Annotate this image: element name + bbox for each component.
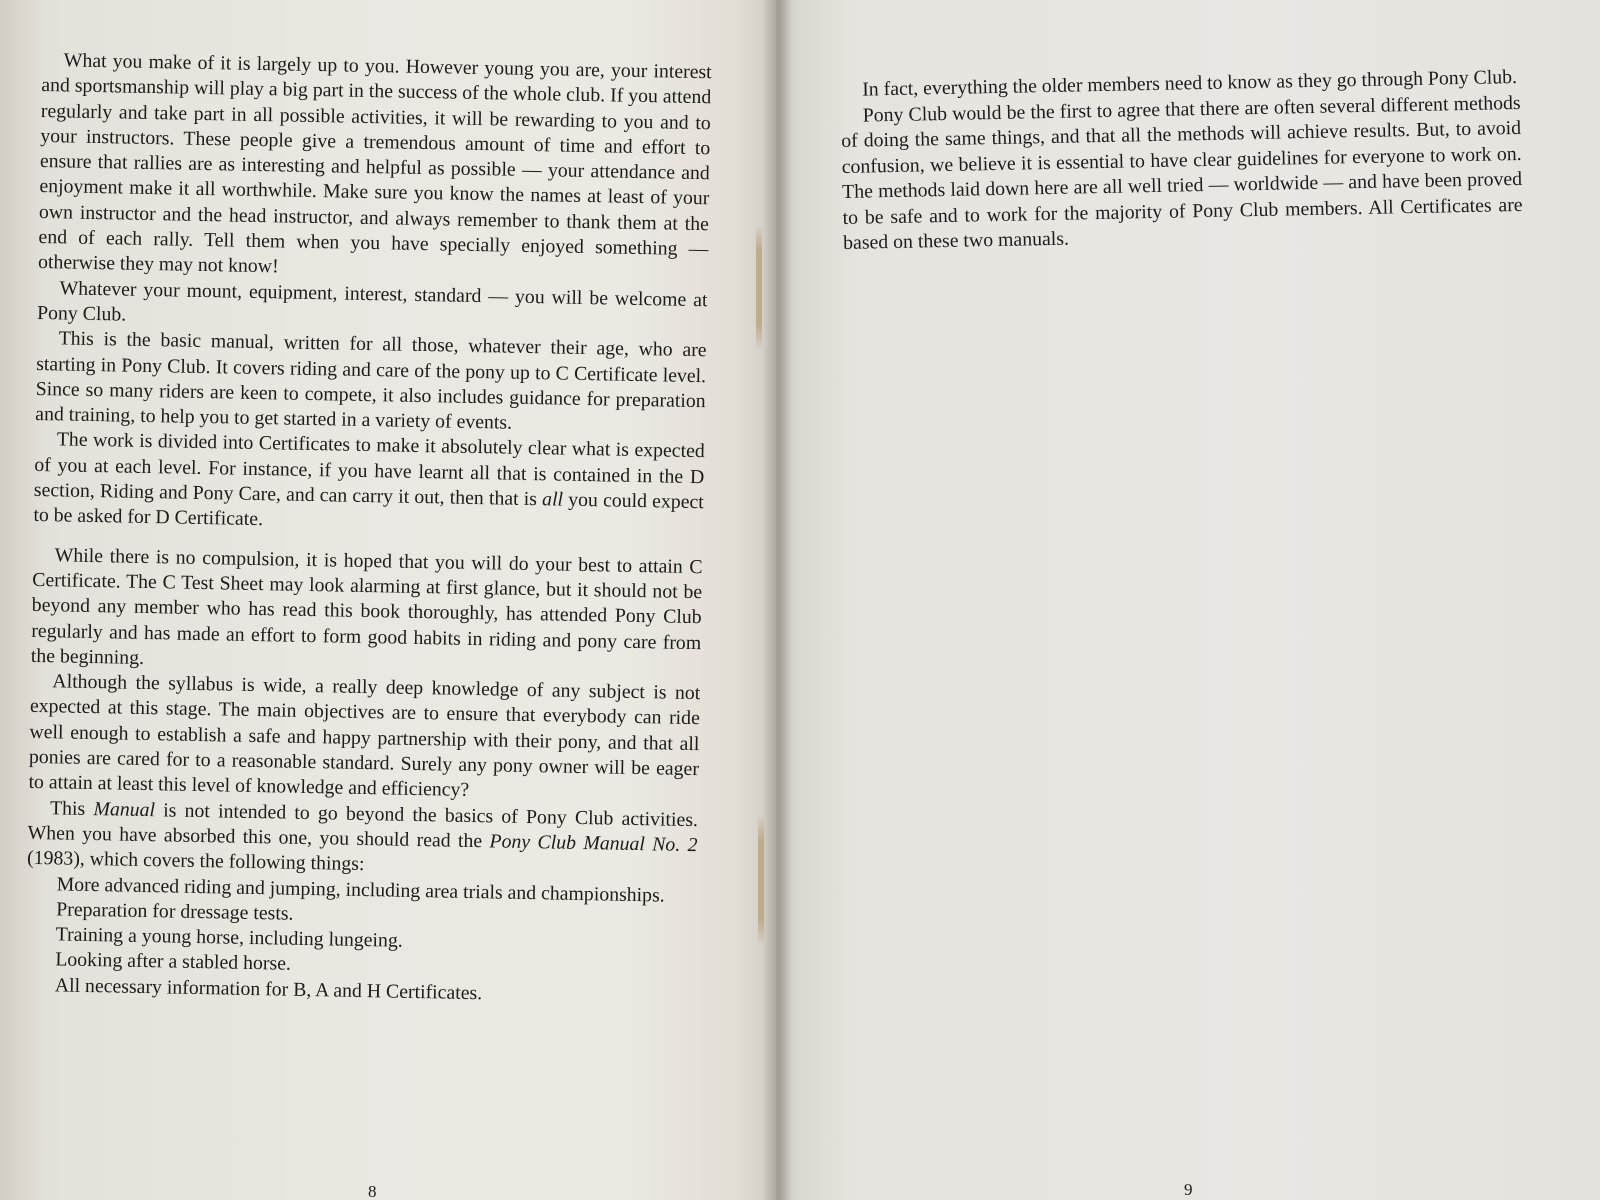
paragraph-text: is not intended to go beyond the basics of Pony Club activities. When you have absorbed this one, you should read the [27, 798, 699, 853]
page-number: 9 [1184, 1180, 1193, 1199]
book-gutter [762, 0, 792, 1200]
right-page-text [840, 65, 1523, 257]
left-page [0, 0, 776, 1200]
list-item: Training a young horse, including lungeing. [55, 923, 403, 952]
paragraph-text: you could expect to be asked for D Certificate. [33, 488, 704, 531]
paragraph: Whatever your mount, equipment, interest, standard — you will be welcome at Pony Club. [36, 277, 708, 326]
list-item: Looking after a stabled horse. [55, 948, 292, 976]
left-page-text [25, 48, 712, 1010]
paragraph: This is the basic manual, written for all those, whatever their age, who are starting in Pony Club. It covers riding and care of the pony up to C Certificate level. Since so many riders are keen to compete, it also includes guidance for preparation and training, to help you to get started in a variety of events. [35, 327, 707, 434]
paragraph: In fact, everything the older members need to know as they go through Pony Club. [862, 66, 1518, 101]
page-number: 8 [368, 1182, 377, 1200]
paragraph: Pony Club would be the first to agree that there are often several different methods of doing the same things, and that all the methods will achieve results. But, to avoid confusion, we believe it is essential to have clear guidelines for everyone to work on. The methods laid down here are all well tried — worldwide — and have been proved to be safe and to work for the majority of Pony Club members. All Certificates are based on these two manuals. [840, 91, 1523, 254]
list-item: Preparation for dressage tests. [56, 898, 294, 925]
right-page [776, 0, 1600, 1200]
list-item: All necessary information for B, A and H Certificates. [54, 974, 483, 1004]
paragraph-text: (1983), which covers the following things: [26, 847, 365, 876]
emphasis-text: all [541, 488, 564, 511]
emphasis-text: Pony Club Manual No. 2 [489, 830, 698, 857]
paragraph: Although the syllabus is wide, a really deep knowledge of any subject is not expected at this stage. The main objectives are to ensure that everybody can ride well enough to establish a safe and happy partnership with their pony, and that all ponies are cared for to a reasonable standard. Surely any pony owner will be eager to attain at least this level of knowledge and efficiency? [28, 670, 701, 802]
paragraph [33, 427, 705, 540]
manual-contents-list [25, 871, 697, 1010]
paragraph: What you make of it is largely up to you. However young you are, your interest and sportsmanship will play a big part in the success of the whole club. If you attend regularly and take part in all possible activities, it will be rewarding to you and to your instructors. These people give a tremendous amount of time and effort to ensure that rallies are as interesting and helpful as possible — your attendance and enjoyment make it all worthwhile. Make sure you know the names at least of your own instructor and the head instructor, and always remember to thank them at the end of each rally. Tell them when you have specially enjoyed something — otherwise they may not know! [37, 49, 712, 278]
paragraph-text: The work is divided into Certificates to make it absolutely clear what is expected of you at each level. For instance, if you have learnt all that is contained in the D section, Riding and Pony Care, and can carry it out, then that is [33, 428, 705, 511]
paragraph: While there is no compulsion, it is hoped that you will do your best to attain C Certificate. The C Test Sheet may look alarming at first glance, but it should not be beyond any member who has read this book thoroughly, has attended Pony Club regularly and has made an effort to form good habits in riding and pony care from the beginning. [30, 543, 703, 669]
emphasis-text: Manual [93, 797, 156, 821]
list-item: More advanced riding and jumping, including area trials and championships. [56, 872, 665, 907]
paragraph-text: This [49, 796, 94, 820]
paragraph [27, 795, 698, 883]
